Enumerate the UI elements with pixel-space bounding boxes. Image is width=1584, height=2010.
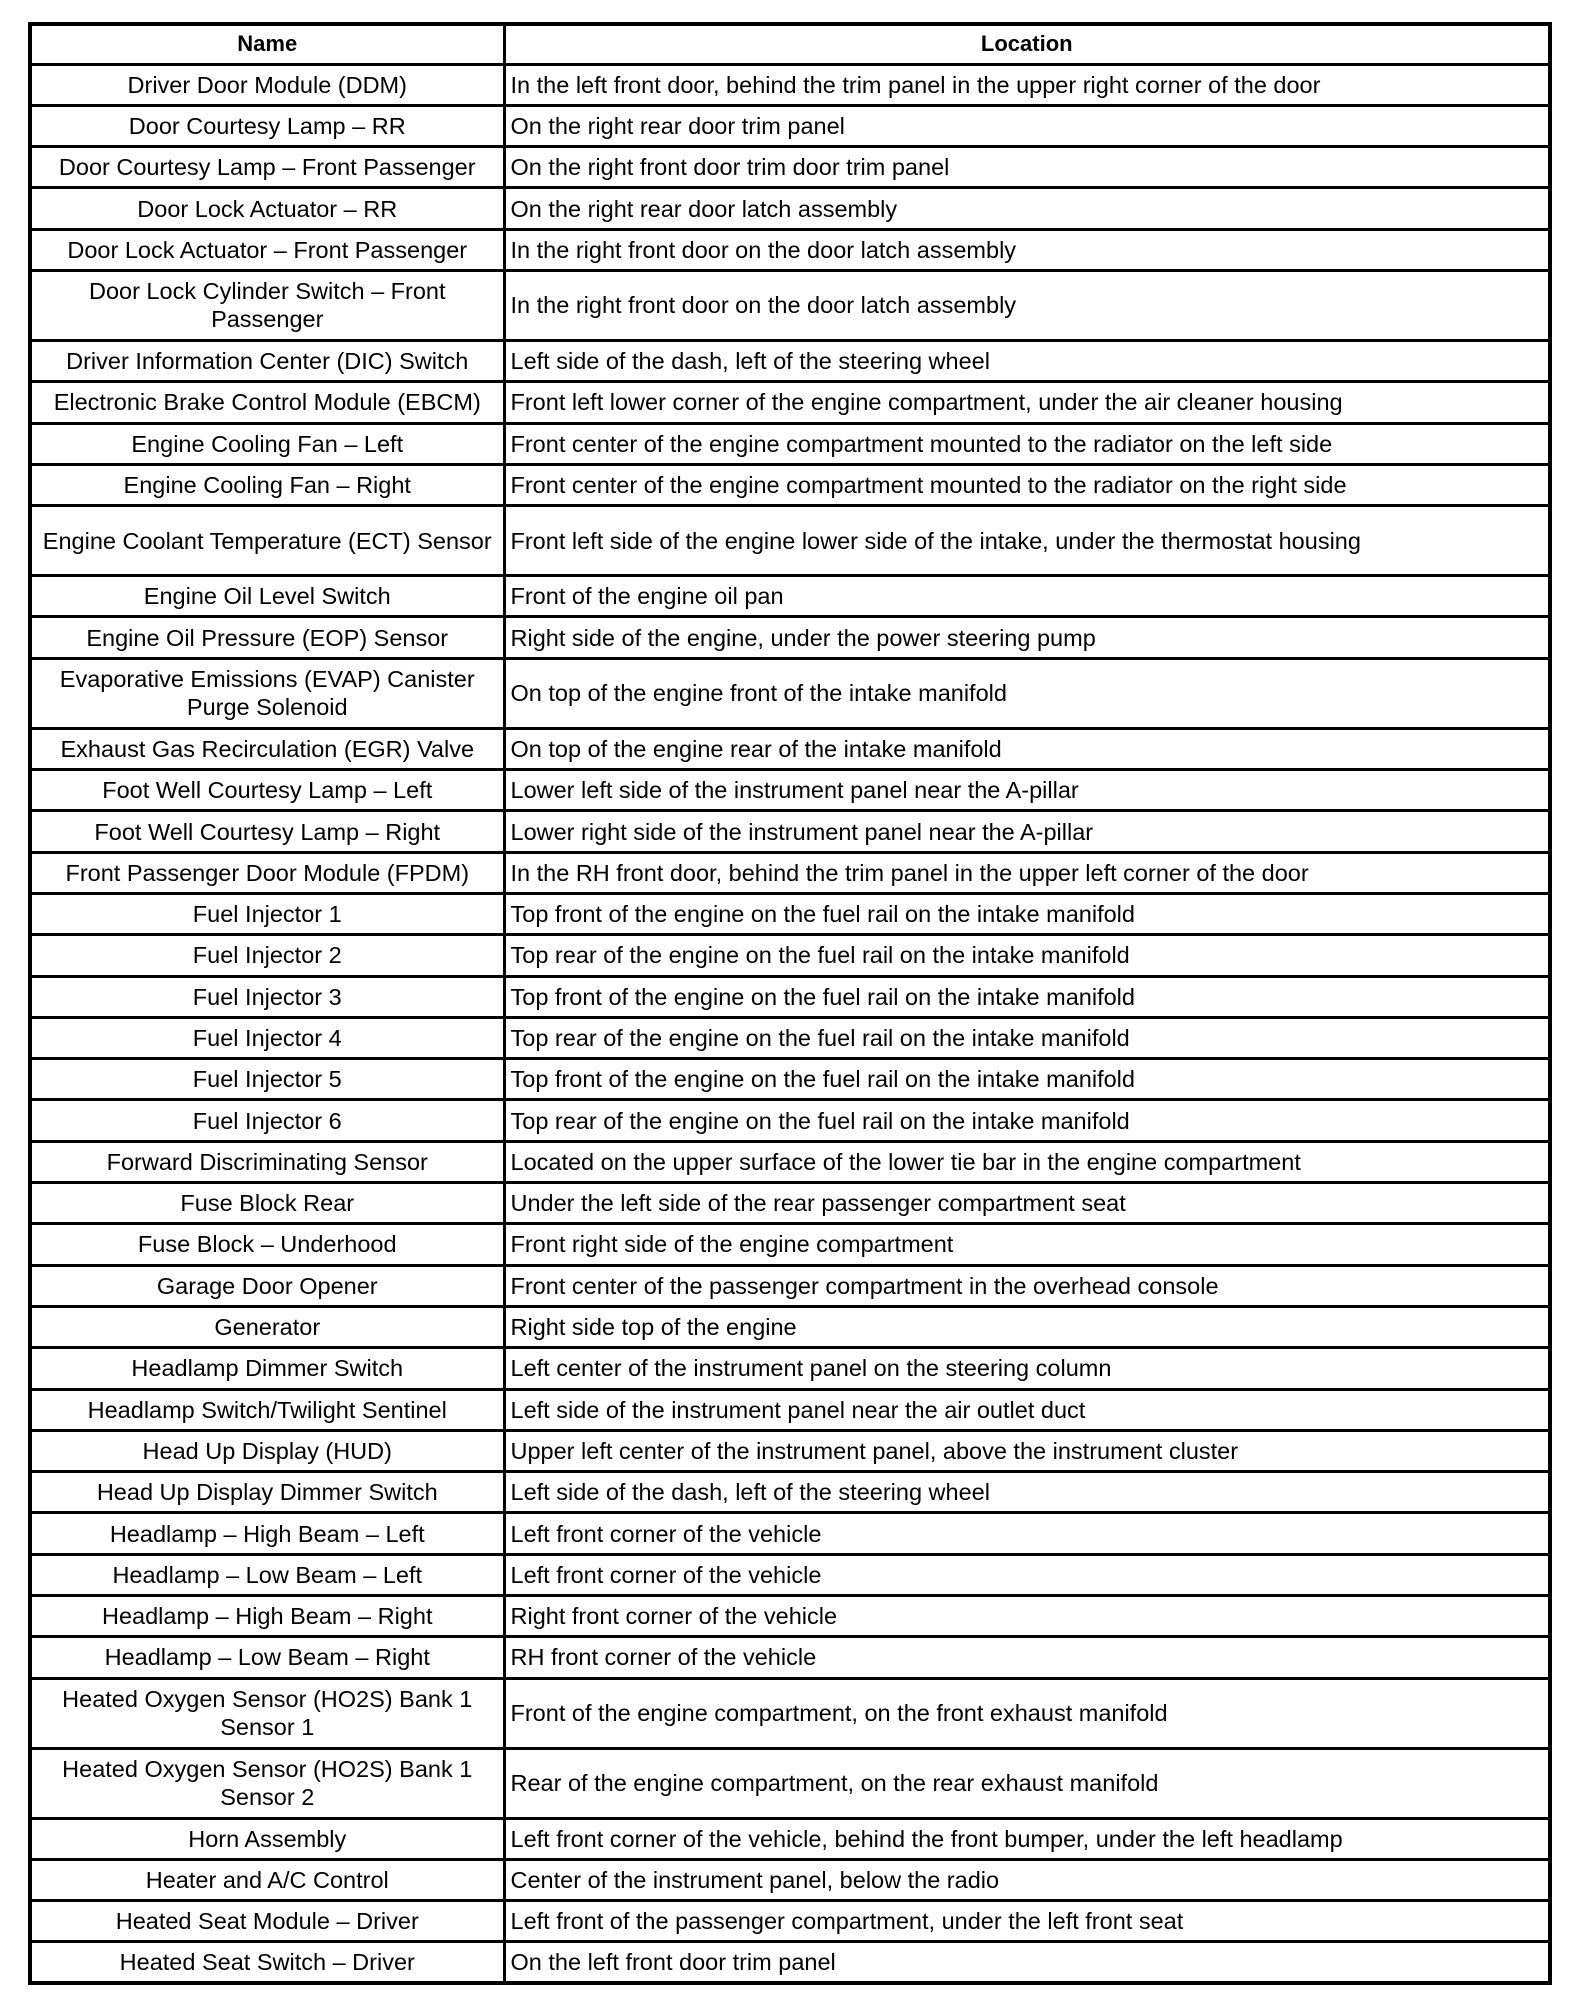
component-location-cell: Located on the upper surface of the lower tie bar in the engine compartment xyxy=(504,1141,1550,1182)
component-name-cell: Fuel Injector 4 xyxy=(30,1017,504,1058)
component-location-cell: Top front of the engine on the fuel rail on the intake manifold xyxy=(504,1059,1550,1100)
component-name-cell: Forward Discriminating Sensor xyxy=(30,1141,504,1182)
component-location-cell: On the left front door trim panel xyxy=(504,1942,1550,1983)
component-location-cell: RH front corner of the vehicle xyxy=(504,1637,1550,1678)
component-location-cell: Under the left side of the rear passenger compartment seat xyxy=(504,1183,1550,1224)
table-row xyxy=(30,658,1550,728)
table-row xyxy=(30,1818,1550,1859)
table-row xyxy=(30,1637,1550,1678)
component-name-cell: Door Courtesy Lamp – Front Passenger xyxy=(30,147,504,188)
component-name-cell: Heated Oxygen Sensor (HO2S) Bank 1 Sensor 1 xyxy=(30,1678,504,1748)
component-name-cell: Foot Well Courtesy Lamp – Right xyxy=(30,811,504,852)
table-row xyxy=(30,811,1550,852)
component-name-cell: Foot Well Courtesy Lamp – Left xyxy=(30,770,504,811)
component-location-cell: Top front of the engine on the fuel rail on the intake manifold xyxy=(504,893,1550,934)
component-name-cell: Headlamp – High Beam – Right xyxy=(30,1596,504,1637)
component-location-cell: In the right front door on the door latch assembly xyxy=(504,270,1550,340)
component-location-cell: On the right rear door latch assembly xyxy=(504,188,1550,229)
component-location-cell: Left center of the instrument panel on the steering column xyxy=(504,1348,1550,1389)
table-row xyxy=(30,1100,1550,1141)
table-row xyxy=(30,1017,1550,1058)
component-name-cell: Electronic Brake Control Module (EBCM) xyxy=(30,382,504,423)
table-row xyxy=(30,1183,1550,1224)
table-row xyxy=(30,1596,1550,1637)
component-name-cell: Head Up Display (HUD) xyxy=(30,1430,504,1471)
table-row xyxy=(30,728,1550,769)
column-header-name: Name xyxy=(30,24,504,64)
column-header-location: Location xyxy=(504,24,1550,64)
component-name-cell: Door Lock Actuator – RR xyxy=(30,188,504,229)
component-name-cell: Heated Oxygen Sensor (HO2S) Bank 1 Sensor 2 xyxy=(30,1748,504,1818)
component-location-table xyxy=(28,22,1552,1985)
component-location-cell: Front center of the engine compartment mounted to the radiator on the right side xyxy=(504,464,1550,505)
component-location-cell: Right side of the engine, under the power steering pump xyxy=(504,617,1550,658)
component-location-cell: Center of the instrument panel, below the radio xyxy=(504,1859,1550,1900)
component-name-cell: Evaporative Emissions (EVAP) Canister Purge Solenoid xyxy=(30,658,504,728)
component-location-cell: Front left side of the engine lower side of the intake, under the thermostat housing xyxy=(504,506,1550,576)
component-location-cell: Left side of the dash, left of the steering wheel xyxy=(504,340,1550,381)
table-row xyxy=(30,893,1550,934)
table-row xyxy=(30,1748,1550,1818)
table-row xyxy=(30,1472,1550,1513)
component-name-cell: Fuel Injector 6 xyxy=(30,1100,504,1141)
component-location-cell: Front of the engine oil pan xyxy=(504,576,1550,617)
component-location-cell: Top front of the engine on the fuel rail on the intake manifold xyxy=(504,976,1550,1017)
table-row xyxy=(30,935,1550,976)
table-row xyxy=(30,270,1550,340)
table-row xyxy=(30,1430,1550,1471)
table-row xyxy=(30,423,1550,464)
component-name-cell: Engine Cooling Fan – Left xyxy=(30,423,504,464)
table-row xyxy=(30,188,1550,229)
component-name-cell: Engine Coolant Temperature (ECT) Sensor xyxy=(30,506,504,576)
table-row xyxy=(30,617,1550,658)
table-body xyxy=(30,64,1550,1983)
component-name-cell: Door Lock Actuator – Front Passenger xyxy=(30,229,504,270)
table-row xyxy=(30,576,1550,617)
component-location-cell: Front right side of the engine compartment xyxy=(504,1224,1550,1265)
table-row xyxy=(30,1513,1550,1554)
table-row xyxy=(30,1942,1550,1983)
component-name-cell: Engine Oil Pressure (EOP) Sensor xyxy=(30,617,504,658)
component-name-cell: Fuel Injector 2 xyxy=(30,935,504,976)
component-name-cell: Exhaust Gas Recirculation (EGR) Valve xyxy=(30,728,504,769)
component-location-cell: Left side of the instrument panel near the air outlet duct xyxy=(504,1389,1550,1430)
component-name-cell: Door Lock Cylinder Switch – Front Passenger xyxy=(30,270,504,340)
component-location-cell: Left front corner of the vehicle xyxy=(504,1513,1550,1554)
component-location-cell: Left front of the passenger compartment, under the left front seat xyxy=(504,1901,1550,1942)
component-name-cell: Head Up Display Dimmer Switch xyxy=(30,1472,504,1513)
table-row xyxy=(30,852,1550,893)
component-locator-page xyxy=(28,22,1548,1985)
component-location-cell: Front left lower corner of the engine compartment, under the air cleaner housing xyxy=(504,382,1550,423)
component-location-cell: Left side of the dash, left of the steering wheel xyxy=(504,1472,1550,1513)
component-location-cell: Lower left side of the instrument panel near the A-pillar xyxy=(504,770,1550,811)
component-name-cell: Fuel Injector 5 xyxy=(30,1059,504,1100)
component-location-cell: Front center of the passenger compartment in the overhead console xyxy=(504,1265,1550,1306)
table-row xyxy=(30,229,1550,270)
table-row xyxy=(30,1554,1550,1595)
component-location-cell: On the right front door trim door trim panel xyxy=(504,147,1550,188)
component-name-cell: Driver Information Center (DIC) Switch xyxy=(30,340,504,381)
component-location-cell: Front center of the engine compartment mounted to the radiator on the left side xyxy=(504,423,1550,464)
table-row xyxy=(30,147,1550,188)
component-location-cell: Right front corner of the vehicle xyxy=(504,1596,1550,1637)
component-name-cell: Garage Door Opener xyxy=(30,1265,504,1306)
component-location-cell: On top of the engine rear of the intake manifold xyxy=(504,728,1550,769)
component-name-cell: Engine Cooling Fan – Right xyxy=(30,464,504,505)
component-name-cell: Headlamp Switch/Twilight Sentinel xyxy=(30,1389,504,1430)
component-name-cell: Fuse Block – Underhood xyxy=(30,1224,504,1265)
table-row xyxy=(30,464,1550,505)
component-location-cell: Upper left center of the instrument panel, above the instrument cluster xyxy=(504,1430,1550,1471)
table-row xyxy=(30,1901,1550,1942)
table-row xyxy=(30,976,1550,1017)
component-name-cell: Heater and A/C Control xyxy=(30,1859,504,1900)
component-location-cell: Top rear of the engine on the fuel rail on the intake manifold xyxy=(504,1017,1550,1058)
component-location-cell: Top rear of the engine on the fuel rail on the intake manifold xyxy=(504,1100,1550,1141)
table-header-row xyxy=(30,24,1550,64)
component-name-cell: Engine Oil Level Switch xyxy=(30,576,504,617)
component-location-cell: Left front corner of the vehicle, behind the front bumper, under the left headlamp xyxy=(504,1818,1550,1859)
table-row xyxy=(30,1306,1550,1347)
component-name-cell: Fuel Injector 1 xyxy=(30,893,504,934)
component-name-cell: Front Passenger Door Module (FPDM) xyxy=(30,852,504,893)
table-row xyxy=(30,382,1550,423)
component-location-cell: Right side top of the engine xyxy=(504,1306,1550,1347)
component-location-cell: Front of the engine compartment, on the front exhaust manifold xyxy=(504,1678,1550,1748)
component-name-cell: Driver Door Module (DDM) xyxy=(30,64,504,105)
component-name-cell: Heated Seat Module – Driver xyxy=(30,1901,504,1942)
table-row xyxy=(30,770,1550,811)
component-name-cell: Fuel Injector 3 xyxy=(30,976,504,1017)
component-name-cell: Headlamp – Low Beam – Left xyxy=(30,1554,504,1595)
table-row xyxy=(30,1859,1550,1900)
component-name-cell: Headlamp Dimmer Switch xyxy=(30,1348,504,1389)
component-location-cell: In the RH front door, behind the trim panel in the upper left corner of the door xyxy=(504,852,1550,893)
component-name-cell: Door Courtesy Lamp – RR xyxy=(30,105,504,146)
component-name-cell: Fuse Block Rear xyxy=(30,1183,504,1224)
component-name-cell: Headlamp – High Beam – Left xyxy=(30,1513,504,1554)
table-row xyxy=(30,1678,1550,1748)
table-row xyxy=(30,105,1550,146)
component-location-cell: Top rear of the engine on the fuel rail on the intake manifold xyxy=(504,935,1550,976)
table-row xyxy=(30,1224,1550,1265)
component-location-cell: Rear of the engine compartment, on the rear exhaust manifold xyxy=(504,1748,1550,1818)
component-location-cell: On the right rear door trim panel xyxy=(504,105,1550,146)
table-row xyxy=(30,1265,1550,1306)
table-row xyxy=(30,506,1550,576)
component-name-cell: Horn Assembly xyxy=(30,1818,504,1859)
table-row xyxy=(30,340,1550,381)
component-location-cell: On top of the engine front of the intake manifold xyxy=(504,658,1550,728)
table-row xyxy=(30,1389,1550,1430)
table-row xyxy=(30,1141,1550,1182)
component-location-cell: In the right front door on the door latch assembly xyxy=(504,229,1550,270)
table-row xyxy=(30,64,1550,105)
component-name-cell: Heated Seat Switch – Driver xyxy=(30,1942,504,1983)
table-row xyxy=(30,1348,1550,1389)
component-location-cell: Left front corner of the vehicle xyxy=(504,1554,1550,1595)
component-name-cell: Headlamp – Low Beam – Right xyxy=(30,1637,504,1678)
component-name-cell: Generator xyxy=(30,1306,504,1347)
component-location-cell: In the left front door, behind the trim panel in the upper right corner of the door xyxy=(504,64,1550,105)
component-location-cell: Lower right side of the instrument panel near the A-pillar xyxy=(504,811,1550,852)
table-row xyxy=(30,1059,1550,1100)
